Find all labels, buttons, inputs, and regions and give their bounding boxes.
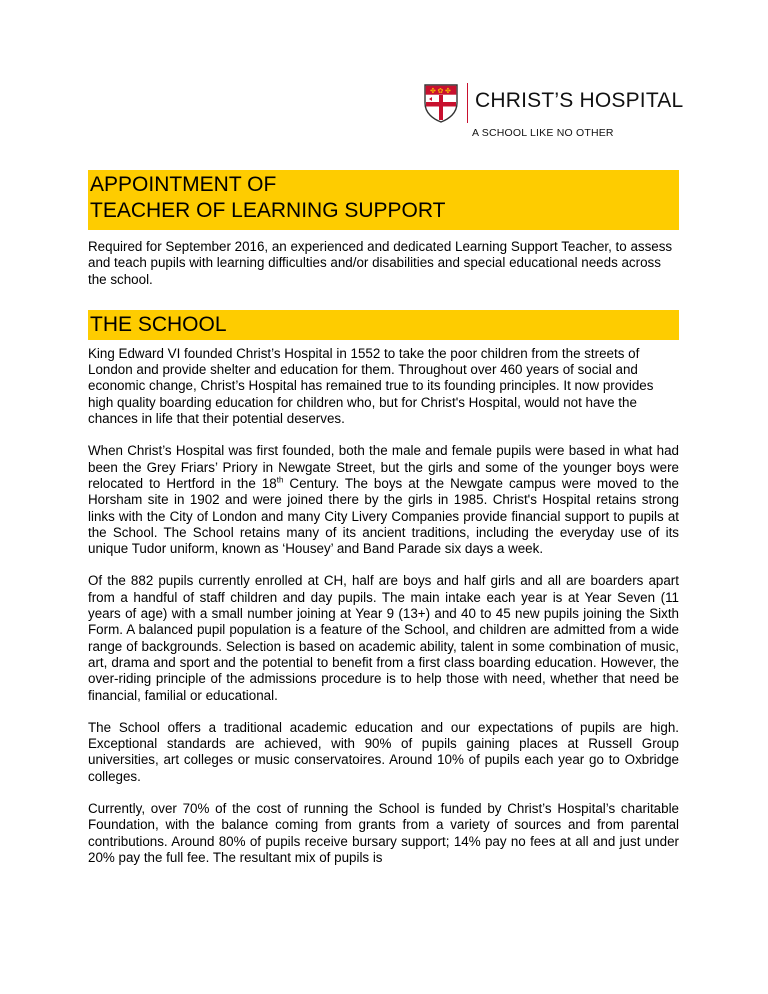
ordinal-suffix: th bbox=[276, 475, 284, 485]
document-body bbox=[88, 170, 679, 866]
logo-divider bbox=[467, 83, 468, 123]
appointment-heading bbox=[88, 170, 679, 230]
school-logo bbox=[423, 83, 683, 143]
crest-shield-icon bbox=[423, 83, 459, 123]
school-paragraph-3: Of the 882 pupils currently enrolled at CH, half are boys and half girls and all are boarders apart from a handful of staff children and day pupils. The main intake each year is at Year Seven (11 years of age) with a small number joining at Year 9 (13+) and 40 to 45 new pupils joining the Sixth Form. A balanced pupil population is a feature of the School, and children are admitted from a wide range of backgrounds. Selection is based on academic ability, talent in some combination of music, art, drama and sport and the potential to benefit from a first class boarding education. However, the over-riding principle of the admissions procedure is to help those with need, whether that need be financial, familial or educational. bbox=[88, 573, 679, 703]
paragraph-2-part-b: Century. The boys at the Newgate campus were moved to the Horsham site in 1902 and were joined there by the girls in 1985. Christ's Hospital retains strong links with the City of London and many City Livery Companies provide financial support to pupils at the School. The School retains many of its ancient traditions, including the everyday use of its unique Tudor uniform, known as ‘Housey’ and Band Parade six days a week. bbox=[88, 475, 679, 557]
school-paragraph-2 bbox=[88, 443, 679, 557]
paragraph-2-part-a: When Christ’s Hospital was first founded, both the male and female pupils were based in what had been the Grey Friars’ Priory in Newgate Street, but the girls and some of the younger boys were relocated to Hertford in the 18 bbox=[88, 443, 679, 491]
svg-text:✤: ✤ bbox=[445, 87, 451, 95]
svg-text:✤: ✤ bbox=[430, 87, 436, 95]
school-paragraph-5: Currently, over 70% of the cost of running the School is funded by Christ’s Hospital’s charitable Foundation, with the balance coming from grants from a variety of sources and from parental contributions. Around 80% of pupils receive bursary support; 14% pay no fees at all and just under 20% pay the full fee. The resultant mix of pupils is bbox=[88, 801, 679, 865]
svg-text:✿: ✿ bbox=[437, 87, 444, 95]
school-paragraph-4: The School offers a traditional academic education and our expectations of pupils are high. Exceptional standards are achieved, with 90% of pupils gaining places at Russell Group universities, art colleges or music conservatoires. Around 10% of pupils each year go to Oxbridge colleges. bbox=[88, 719, 679, 784]
logo-name: CHRIST’S HOSPITAL bbox=[475, 89, 684, 112]
heading-line-2: TEACHER OF LEARNING SUPPORT bbox=[90, 199, 446, 222]
heading-line-1: APPOINTMENT OF bbox=[90, 173, 277, 196]
school-paragraph-1: King Edward VI founded Christ’s Hospital in 1552 to take the poor children from the streets of London and provide shelter and education for them. Throughout over 460 years of social and economic change, Christ’s Hospital has remained true to its founding principles. It now provides high quality boarding education for children who, but for Christ's Hospital, would not have the chances in life that their potential deserves. bbox=[88, 345, 654, 427]
section-heading-the-school: THE SCHOOL bbox=[88, 310, 679, 340]
logo-tagline: A SCHOOL LIKE NO OTHER bbox=[472, 127, 614, 139]
intro-paragraph: Required for September 2016, an experienced and dedicated Learning Support Teacher, to assess and teach pupils with learning difficulties and/or disabilities and special educational needs across the school. bbox=[88, 239, 673, 287]
